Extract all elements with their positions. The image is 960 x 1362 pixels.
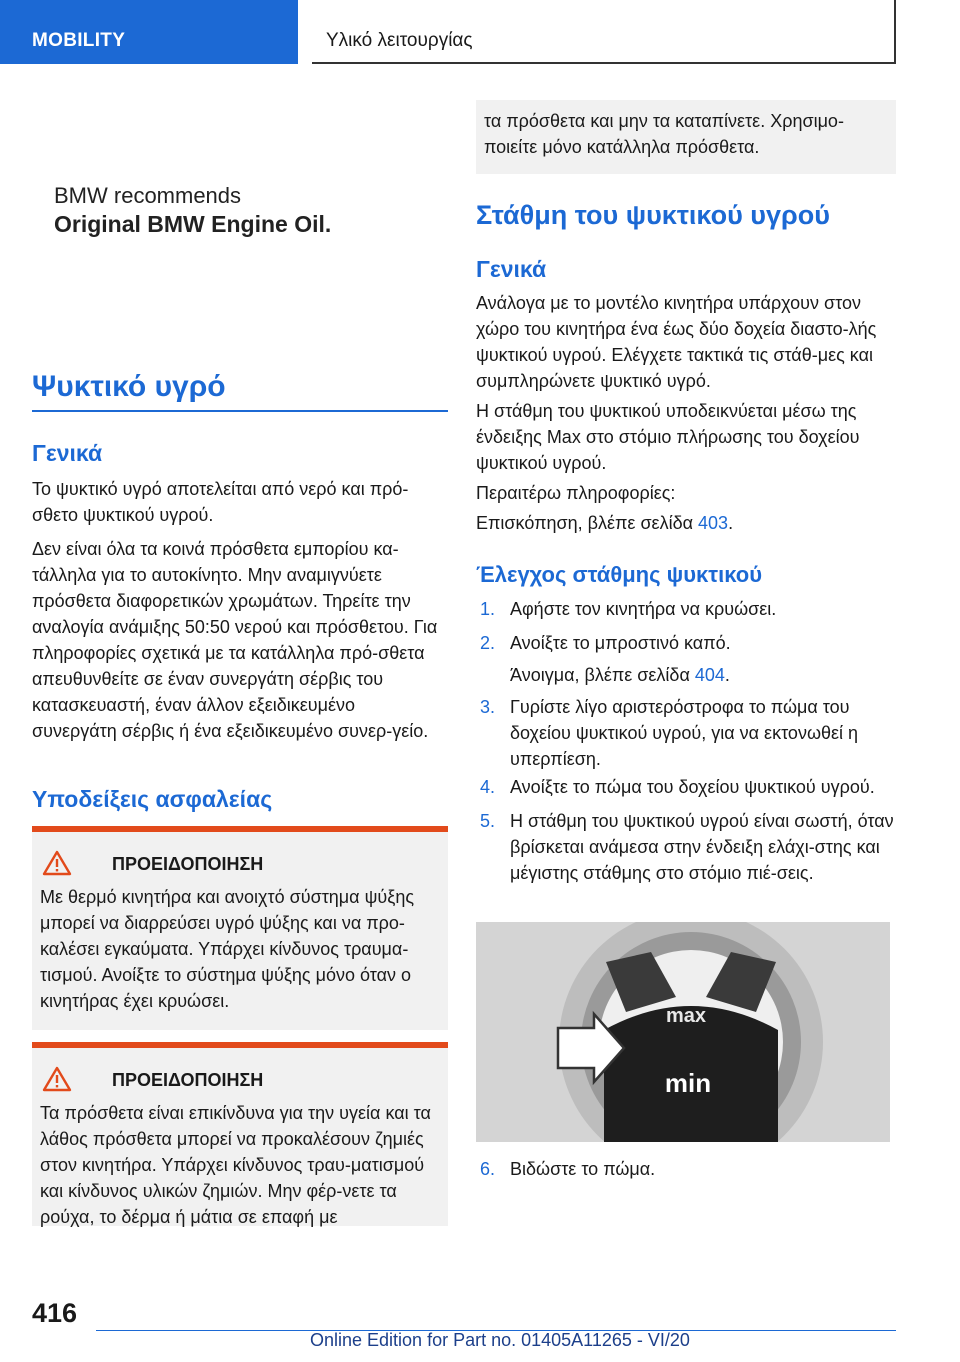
step-sub-text	[510, 662, 898, 688]
ad-line-1: BMW recommends	[54, 183, 242, 208]
coolant-title: Ψυκτικό υγρό	[32, 370, 226, 403]
step-number: 6.	[480, 1159, 496, 1179]
opening-reference-end: .	[724, 665, 730, 685]
overview-reference-text: Επισκόπηση, βλέπε σελίδα	[476, 513, 699, 533]
chapter-label: Υλικό λειτουργίας	[326, 30, 473, 51]
coolant-paragraph-1: Το ψυκτικό υγρό αποτελείται από νερό και πρό-σθετο ψυκτικού υγρού.	[32, 479, 409, 525]
level-paragraph-3: Περαιτέρω πληροφορίες:	[476, 483, 676, 503]
check-heading: Έλεγχος στάθμης ψυκτικού	[476, 562, 763, 587]
warning-triangle-icon	[42, 850, 72, 876]
section-tab	[0, 0, 298, 64]
edition-text: Online Edition for Part no. 01405A11265 - VI/20	[310, 1330, 690, 1350]
title-rule	[32, 410, 448, 412]
ad-line-2: Original BMW Engine Oil.	[54, 211, 332, 237]
min-label: min	[664, 1068, 712, 1098]
step-text: Αφήστε τον κινητήρα να κρυώσει.	[510, 599, 777, 619]
warning-text-1: Με θερμό κινητήρα και ανοιχτό σύστημα ψύξης μπορεί να διαρρεύσει υγρό ψύξης και να προ-καλέσει εγκαύματα. Υπάρχει κίνδυνος τραυμα-τισμού. Ανοίξτε το σύστημα ψύξης μόνο όταν ο κινητήρας έχει κρυώσει.	[40, 887, 415, 1011]
step-text: Γυρίστε λίγο αριστερόστροφα το πώμα του δοχείου ψυκτικού υγρού, για να εκτονωθεί η υπερπίεση.	[510, 697, 859, 769]
warning-continuation-text: τα πρόσθετα και μην τα καταπίνετε. Χρησιμο-ποιείτε μόνο κατάλληλα πρόσθετα.	[484, 111, 844, 157]
step-text: Η στάθμη του ψυκτικού υγρού είναι σωστή, όταν βρίσκεται ανάμεσα στην ένδειξη ελάχι-στης και μέγιστης στάθμης στο στόμιο πιέ-σεις.	[510, 811, 894, 883]
warning-box-2	[32, 1042, 448, 1226]
page-link-404[interactable]: 404	[694, 665, 725, 685]
step-text: Βιδώστε το πώμα.	[510, 1159, 656, 1179]
step-number: 1.	[480, 599, 496, 619]
warning-text-2: Τα πρόσθετα είναι επικίνδυνα για την υγεία και τα λάθος πρόσθετα μπορεί να προκαλέσουν ζημιές στον κινητήρα. Υπάρχει κίνδυνος τραυ-ματισμού και κίνδυνος υλικών ζημιών. Μην φέρ-νετε τα ρούχα, το δέρμα ή μάτια σε επαφή με	[40, 1103, 431, 1227]
max-label: max	[665, 1005, 707, 1027]
warning-label-1: ΠΡΟΕΙΔΟΠΟΙΗΣΗ	[112, 854, 264, 874]
step-text: Ανοίξτε το πώμα του δοχείου ψυκτικού υγρού.	[510, 777, 875, 797]
step-number: 3.	[480, 697, 496, 717]
chapter-tab	[312, 0, 896, 64]
level-paragraph-2: Η στάθμη του ψυκτικού υποδεικνύεται μέσω της ένδειξης Max στο στόμιο πλήρωσης του δοχείου ψυκτικού υγρού.	[476, 401, 860, 473]
level-paragraph-1: Ανάλογα με το μοντέλο κινητήρα υπάρχουν στον χώρο του κινητήρα ένα έως δύο δοχεία διαστο-λής ψυκτικού υγρού. Ελέγχετε τακτικά τις στάθ-μες και συμπληρώνετε ψυκτικό υγρό.	[476, 293, 877, 391]
warning-label-2: ΠΡΟΕΙΔΟΠΟΙΗΣΗ	[112, 1070, 264, 1090]
safety-heading: Υποδείξεις ασφαλείας	[32, 786, 273, 812]
warning-triangle-icon	[42, 1066, 72, 1092]
overview-reference	[476, 510, 896, 536]
level-title: Στάθμη του ψυκτικού υγρού	[476, 200, 830, 230]
general-heading: Γενικά	[32, 440, 103, 466]
step-number: 2.	[480, 633, 496, 653]
page-number: 416	[32, 1298, 78, 1328]
page-link-403[interactable]: 403	[698, 513, 729, 533]
step-number: 4.	[480, 777, 496, 797]
step-text: Ανοίξτε το μπροστινό καπό.	[510, 633, 731, 653]
overview-reference-end: .	[728, 513, 734, 533]
level-general-heading: Γενικά	[476, 256, 547, 282]
warning-continuation	[476, 100, 896, 174]
reservoir-cap-illustration	[476, 922, 890, 1142]
section-label: MOBILITY	[32, 30, 126, 51]
warning-box-1	[32, 826, 448, 1030]
step-number: 5.	[480, 811, 496, 831]
coolant-reservoir-figure	[476, 922, 890, 1142]
oil-recommendation-ad	[54, 182, 331, 238]
coolant-paragraph-2: Δεν είναι όλα τα κοινά πρόσθετα εμπορίου κα-τάλληλα για το αυτοκίνητο. Μην αναμιγνύετε πρόσθετα διαφορετικών χρωμάτων. Τηρείτε την αναλογία ανάμιξης 50:50 νερού και πρόσθετου. Για πληροφορίες σχετικά με τα κατάλληλα πρό-σθετα απευθυνθείτε σε έναν συνεργάτη σέρβις του κατασκευαστή, έναν άλλον εξειδικευμένο συνεργάτη σέρβις ή ένα εξειδικευμένο συνερ-γείο.	[32, 539, 438, 741]
opening-reference-text: Άνοιγμα, βλέπε σελίδα	[510, 665, 695, 685]
